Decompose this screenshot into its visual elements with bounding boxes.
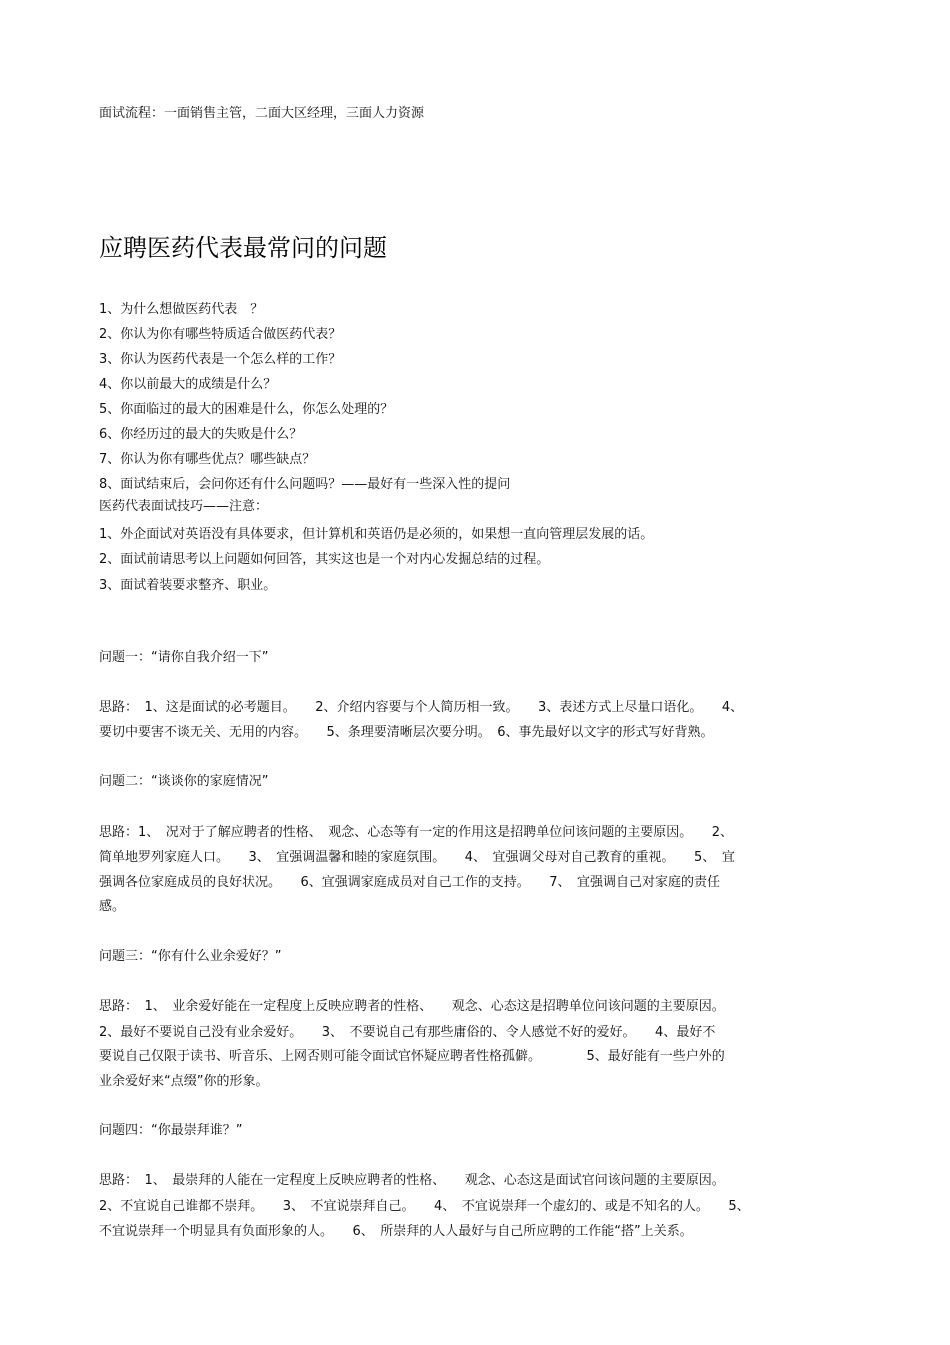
section-answer-line: 感。 [99,899,126,914]
section-answer-line: 2、不宜说自己谁都不崇拜。 3、 不宜说崇拜自己。 4、 不宜说崇拜一个虚幻的、或是不知名的人。 5、 [99,1199,750,1214]
question-item: 2、你认为你有哪些特质适合做医药代表？ [99,327,342,342]
section-answer-line: 要切中要害不谈无关、无用的内容。 5、条理要清晰层次要分明。 6、事先最好以文字的形式写好背熟。 [99,725,714,740]
section-answer-line: 2、最好不要说自己没有业余爱好。 3、 不要说自己有那些庸俗的、令人感觉不好的爱好。 4、最好不 [99,1025,716,1040]
section-question: 问题二：“谈谈你的家庭情况” [99,774,269,789]
tips-heading: 医药代表面试技巧——注意： [99,499,269,514]
section-answer-line: 思路：1、 况对于了解应聘者的性格、 观念、心态等有一定的作用这是招聘单位问该问题的主要原因。 2、 [99,825,734,840]
interview-process-line: 面试流程：一面销售主管，二面大区经理，三面人力资源 [99,106,425,121]
question-item: 1、为什么想做医药代表 ？ [99,302,264,317]
section-answer-line: 业余爱好来“点缀”你的形象。 [99,1074,269,1089]
question-item: 8、面试结束后，会问你还有什么问题吗？——最好有一些深入性的提问 [99,477,511,492]
question-item: 4、你以前最大的成绩是什么？ [99,377,277,392]
section-answer-line: 要说自己仅限于读书、听音乐、上网否则可能令面试官怀疑应聘者性格孤僻。 5、最好能有一些户外的 [99,1049,725,1064]
section-answer-line: 思路： 1、 业余爱好能在一定程度上反映应聘者的性格、 观念、心态这是招聘单位问该问题的主要原因。 [99,999,725,1014]
tip-item: 1、外企面试对英语没有具体要求，但计算机和英语仍是必须的，如果想一直向管理层发展的话。 [99,527,654,542]
question-item: 7、你认为你有哪些优点？哪些缺点？ [99,452,316,467]
section-answer-line: 简单地罗列家庭人口。 3、 宜强调温馨和睦的家庭氛围。 4、 宜强调父母对自己教育的重视。 5、 宜 [99,850,735,865]
question-item: 3、你认为医药代表是一个怎么样的工作？ [99,352,342,367]
section-answer-line: 思路： 1、 最崇拜的人能在一定程度上反映应聘者的性格、 观念、心态这是面试官问该问题的主要原因。 [99,1173,725,1188]
question-item: 5、你面临过的最大的困难是什么，你怎么处理的？ [99,402,394,417]
section-answer-line: 不宜说崇拜一个明显具有负面形象的人。 6、 所崇拜的人人最好与自己所应聘的工作能“搭”上关系。 [99,1224,693,1239]
section-question: 问题四：“你最崇拜谁？” [99,1123,243,1138]
section-question: 问题三：“你有什么业余爱好？” [99,949,282,964]
section-answer-line: 思路： 1、这是面试的必考题目。 2、介绍内容要与个人简历相一致。 3、表述方式上尽量口语化。 4、 [99,700,744,715]
section-question: 问题一：“请你自我介绍一下” [99,650,269,665]
section-answer-line: 强调各位家庭成员的良好状况。 6、宜强调家庭成员对自己工作的支持。 7、 宜强调自己对家庭的责任 [99,875,721,890]
tip-item: 3、面试着装要求整齐、职业。 [99,578,277,593]
question-item: 6、你经历过的最大的失败是什么？ [99,427,303,442]
page-title: 应聘医药代表最常问的问题 [99,234,387,262]
tip-item: 2、面试前请思考以上问题如何回答，其实这也是一个对内心发掘总结的过程。 [99,552,550,567]
